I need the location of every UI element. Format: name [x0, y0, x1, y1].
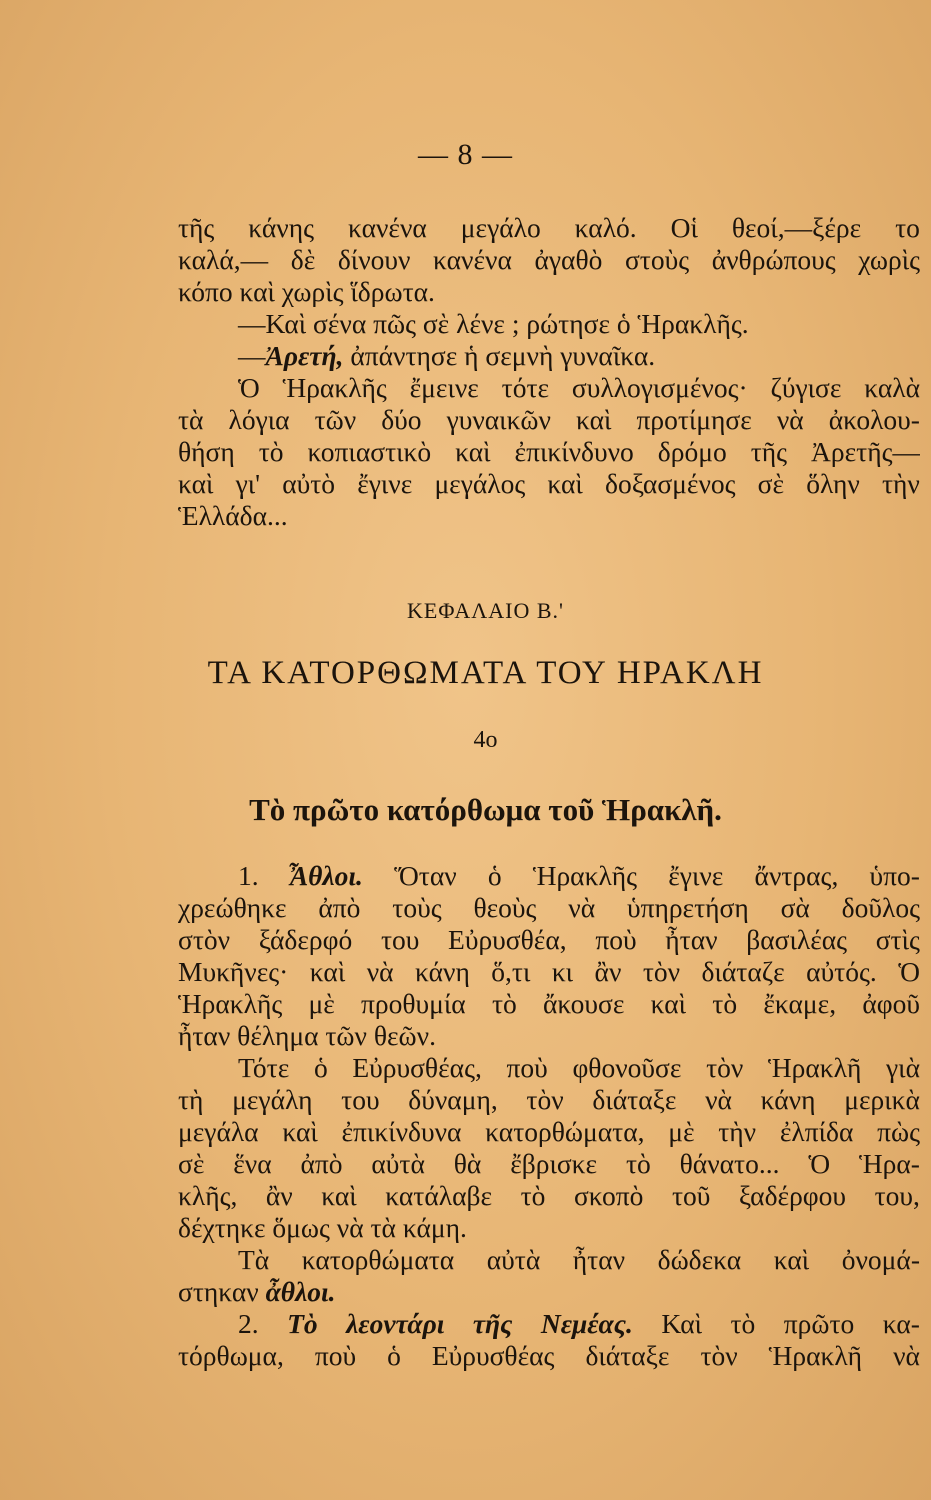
word: τὸν — [700, 1340, 738, 1371]
text-line — [178, 372, 920, 404]
text-line — [178, 1244, 920, 1276]
word: φθονοῦσε — [572, 1052, 682, 1083]
text-line — [178, 244, 920, 276]
word: Ὅταν — [394, 860, 457, 891]
word: δοξασμένος — [604, 468, 736, 499]
word: μεγάλος — [434, 468, 526, 499]
page-number: — 8 — — [418, 138, 513, 171]
word: θὰ — [453, 1148, 482, 1179]
word: ποὺ — [595, 924, 637, 955]
word: κι — [551, 956, 574, 987]
word: ὅ,τι — [491, 956, 531, 987]
text-line — [178, 892, 920, 924]
word: νὰ — [776, 404, 804, 435]
word: μὲ — [308, 988, 335, 1019]
word: πρῶτο — [783, 1308, 855, 1339]
word: Ἡρακλῆς — [282, 372, 387, 403]
word: χρεώθηκε — [178, 892, 287, 923]
word: θάνατο... — [679, 1148, 780, 1179]
word: δώδεκα — [657, 1244, 742, 1275]
word: σκοπὸ — [573, 1180, 644, 1211]
word: στὸν — [178, 924, 231, 955]
word: καὶ — [321, 1180, 357, 1211]
word: ἀπὸ — [318, 892, 361, 923]
word: κάνη — [414, 956, 470, 987]
word: Ἡρα- — [858, 1148, 920, 1179]
word: ἔκαμε, — [763, 988, 837, 1019]
word: Εὐρυσθέα, — [448, 924, 567, 955]
emphasized-word: τῆς — [472, 1308, 513, 1339]
word: τὴ — [178, 1084, 204, 1115]
text-line — [178, 1084, 920, 1116]
word: σὲ — [757, 468, 785, 499]
paragraph-block-top — [178, 212, 920, 532]
word: ἔμεινε — [409, 372, 479, 403]
word: δὲ — [290, 244, 316, 275]
word: κάνης — [248, 212, 315, 243]
word: ὁ — [313, 1052, 328, 1083]
word: τῆς — [178, 212, 215, 243]
word: Ὁ — [898, 956, 920, 987]
text-span: ἦταν θέλημα τῶν θεῶν. — [178, 1020, 436, 1051]
word: ξαδέρφου — [738, 1180, 847, 1211]
word: διάταζε — [701, 956, 785, 987]
word: προθυμία — [361, 988, 466, 1019]
word: καλὰ — [864, 372, 920, 403]
word: 2. — [238, 1308, 259, 1339]
word: τοῦ — [671, 1180, 711, 1211]
word: δύναμη, — [408, 1084, 498, 1115]
text-line — [178, 988, 920, 1020]
paragraph-block-bottom — [178, 860, 920, 1372]
text-line — [178, 1020, 920, 1052]
word: γιὰ — [886, 1052, 920, 1083]
word: ξάδερφό — [258, 924, 353, 955]
word: καὶ — [455, 436, 491, 467]
word: Ἡρακλῆ — [768, 1052, 862, 1083]
word: θεοί,—ξέρε — [731, 212, 862, 243]
word: κανένα — [433, 244, 512, 275]
text-line — [178, 468, 920, 500]
word: τὴν — [882, 468, 920, 499]
section-title: Τὸ πρῶτο κατόρθωμα τοῦ Ἡρακλῆ. — [249, 792, 722, 827]
word: κατάλαβε — [385, 1180, 493, 1211]
word: Τότε — [238, 1052, 290, 1083]
word: ἀνθρώπους — [711, 244, 836, 275]
word: τόρθωμα, — [178, 1340, 284, 1371]
word: του, — [874, 1180, 920, 1211]
text-line — [178, 500, 920, 532]
text-span: —Καὶ σένα πῶς σὲ λένε ; ρώτησε ὁ Ἡρακλῆς. — [238, 308, 749, 339]
word: ἀγαθὸ — [534, 244, 603, 275]
word: καλά,— — [178, 244, 269, 275]
word: τὴν — [718, 1116, 757, 1147]
word: Μυκῆνες· — [178, 956, 289, 987]
word: ἀκολου- — [828, 404, 920, 435]
word: ἔγινε — [357, 468, 413, 499]
text-span: — — [238, 340, 266, 371]
word: Οἱ — [670, 212, 698, 243]
word: προτίμησε — [636, 404, 752, 435]
word: καὶ — [773, 1244, 810, 1275]
text-line — [178, 1116, 920, 1148]
word: κοπιαστικὸ — [307, 436, 432, 467]
word: Ἡρακλῆς — [178, 988, 283, 1019]
word: νὰ — [366, 956, 394, 987]
text-line — [178, 436, 920, 468]
word: Τὰ — [238, 1244, 270, 1275]
word: καὶ — [309, 956, 346, 987]
word: καὶ — [576, 404, 612, 435]
text-line — [178, 212, 920, 244]
text-span: κόπο καὶ χωρὶς ἵδρωτα. — [178, 276, 435, 307]
word: ἀφοῦ — [862, 988, 920, 1019]
word: μεγάλα — [178, 1116, 259, 1147]
text-line — [178, 924, 920, 956]
word: τὸ — [730, 1308, 756, 1339]
word: χωρὶς — [858, 244, 920, 275]
word: ἐπικίνδυνα — [341, 1116, 462, 1147]
word: καλό. — [574, 212, 637, 243]
emphasized-word: Ἆθλοι. — [289, 860, 363, 891]
word: αὐτὰ — [371, 1148, 425, 1179]
text-line — [178, 308, 920, 340]
word: τῶν — [314, 404, 357, 435]
word: τοὺς — [392, 892, 442, 923]
text-line — [178, 1276, 920, 1308]
word: τὸ — [520, 1180, 546, 1211]
word: ποὺ — [314, 1340, 357, 1371]
word: του — [380, 924, 420, 955]
word: μερικὰ — [844, 1084, 920, 1115]
word: καὶ — [178, 468, 214, 499]
word: ὁ — [487, 860, 502, 891]
word: Εὐρυσθέας, — [352, 1052, 482, 1083]
word: αὐτὰ — [486, 1244, 541, 1275]
word: τὸν — [526, 1084, 564, 1115]
word: Ὁ — [238, 372, 260, 403]
word: δύο — [381, 404, 422, 435]
text-line — [178, 1340, 920, 1372]
text-span: Ἑλλάδα... — [178, 500, 288, 531]
text-line — [178, 1308, 920, 1340]
word: του — [341, 1084, 380, 1115]
chapter-label: ΚΕΦΑΛΑΙΟ Β.' — [407, 598, 564, 623]
word: ἕνα — [233, 1148, 272, 1179]
word: συλλογισμένος· — [571, 372, 748, 403]
word: γυναικῶν — [446, 404, 551, 435]
word: τὰ — [178, 404, 204, 435]
word: τὸ — [712, 988, 738, 1019]
word: ζύγισε — [770, 372, 842, 403]
text-line — [178, 276, 920, 308]
word: ὑπο- — [869, 860, 920, 891]
word: Ὁ — [808, 1148, 831, 1179]
text-line — [178, 404, 920, 436]
word: καὶ — [547, 468, 583, 499]
word: κατορθώματα — [301, 1244, 455, 1275]
word: ἄκουσε — [542, 988, 625, 1019]
word: κανένα — [347, 212, 427, 243]
word: ὑπηρετήση — [626, 892, 749, 923]
word: Ἡρακλῆς — [532, 860, 638, 891]
word: καὶ — [650, 988, 687, 1019]
text-span: δέχτηκε ὅμως νὰ τὰ κάμη. — [178, 1212, 467, 1243]
word: ὅλην — [806, 468, 860, 499]
emphasized-word: Νεμέας. — [540, 1308, 633, 1339]
word: λόγια — [228, 404, 290, 435]
word: μεγάλη — [232, 1084, 313, 1115]
word: τὸ — [625, 1148, 651, 1179]
word: ἄντρας, — [754, 860, 839, 891]
word: ὁ — [387, 1340, 401, 1371]
chapter-title: ΤΑ ΚΑΤΟΡΘΩΜΑΤΑ ΤΟΥ ΗΡΑΚΛΗ — [207, 655, 764, 691]
text-line — [178, 340, 920, 372]
text-line — [178, 1212, 920, 1244]
word: στοὺς — [624, 244, 690, 275]
word: καὶ — [282, 1116, 318, 1147]
word: ἔγινε — [668, 860, 724, 891]
word: δίνουν — [337, 244, 411, 275]
word: πὼς — [877, 1116, 920, 1147]
word: ποὺ — [506, 1052, 548, 1083]
word: σὰ — [780, 892, 810, 923]
word: θεοὺς — [473, 892, 537, 923]
word: Ἡρακλῆ — [768, 1340, 863, 1371]
word: νὰ — [705, 1084, 732, 1115]
word: ἦταν — [665, 924, 718, 955]
word: κατορθώματα, — [485, 1116, 645, 1147]
word: τὸ — [258, 436, 284, 467]
word: Καὶ — [661, 1308, 703, 1339]
text-line — [178, 1148, 920, 1180]
word: βασιλέας — [746, 924, 848, 955]
word: νὰ — [893, 1340, 920, 1371]
emphasized-word: Τὸ — [287, 1308, 318, 1339]
word: Εὐρυσθέας — [431, 1340, 555, 1371]
word: κάνη — [760, 1084, 816, 1115]
word: τῆς — [750, 436, 788, 467]
word: κα- — [882, 1308, 920, 1339]
word: σὲ — [178, 1148, 205, 1179]
word: τὸν — [706, 1052, 744, 1083]
word: μεγάλο — [460, 212, 541, 243]
word: δρόμο — [657, 436, 727, 467]
text-line — [178, 956, 920, 988]
word: αὐτός. — [806, 956, 877, 987]
word: 1. — [238, 860, 259, 891]
word: ἂν — [265, 1180, 293, 1211]
word: ἂν — [594, 956, 622, 987]
emphasized-word: λεοντάρι — [346, 1308, 445, 1339]
emphasized-text: Ἀρετή, — [265, 340, 344, 371]
text-span: στηκαν — [178, 1276, 266, 1307]
word: ὀνομά- — [841, 1244, 920, 1275]
word: ἔβρισκε — [510, 1148, 598, 1179]
text-line — [178, 1180, 920, 1212]
word: το — [895, 212, 920, 243]
text-line — [178, 860, 920, 892]
word: τὸ — [491, 988, 517, 1019]
word: διάταξε — [592, 1084, 677, 1115]
word: αὐτὸ — [282, 468, 336, 499]
text-span: ἀπάντησε ἡ σεμνὴ γυναῖκα. — [343, 340, 656, 371]
word: δοῦλος — [841, 892, 920, 923]
word: νὰ — [568, 892, 596, 923]
word: μὲ — [668, 1116, 695, 1147]
word: ἀπὸ — [300, 1148, 343, 1179]
word: τότε — [501, 372, 550, 403]
word: ἐπικίνδυνο — [514, 436, 634, 467]
word: ἦταν — [572, 1244, 626, 1275]
word: κλῆς, — [178, 1180, 238, 1211]
word: θήση — [178, 436, 235, 467]
word: στὶς — [875, 924, 920, 955]
word: γι' — [235, 468, 261, 499]
word: ἐλπίδα — [779, 1116, 854, 1147]
word: τὸν — [642, 956, 681, 987]
word: Ἀρετῆς— — [811, 436, 920, 467]
word: διάταξε — [585, 1340, 670, 1371]
text-line — [178, 1052, 920, 1084]
emphasized-text: ἆθλοι. — [265, 1276, 336, 1307]
section-number: 4ο — [473, 727, 498, 753]
